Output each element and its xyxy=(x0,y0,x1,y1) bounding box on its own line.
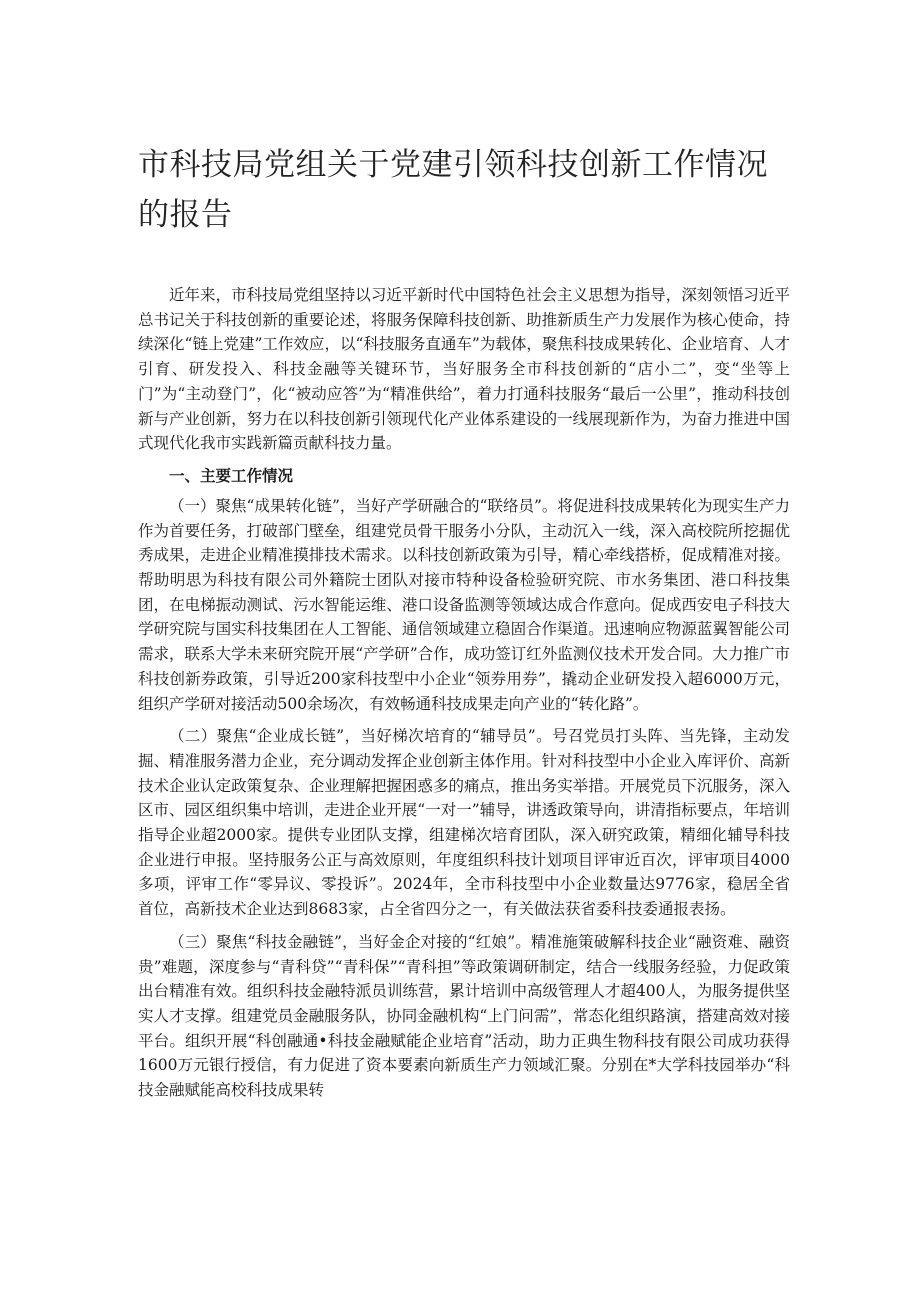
intro-paragraph: 近年来，市科技局党组坚持以习近平新时代中国特色社会主义思想为指导，深刻领悟习近平总书记关于科技创新的重要论述，将服务保障科技创新、助推新质生产力发展作为核心使命，持续深化“链上党建”工作效应，以“科技服务直通车”为载体，聚焦科技成果转化、企业培育、人才引育、研发投入、科技金融等关键环节，当好服务全市科技创新的“店小二”，变“坐等上门”为“主动登门”，化“被动应答”为“精准供给”，着力打通科技服务“最后一公里”，推动科技创新与产业创新，努力在以科技创新引领现代化产业体系建设的一线展现新作为，为奋力推进中国式现代化我市实践新篇贡献科技力量。 xyxy=(138,286,790,453)
section-heading: 一、主要工作情况 xyxy=(169,466,294,485)
body-paragraph-3: （三）聚焦“科技金融链”，当好金企对接的“红娘”。精准施策破解科技企业“融资难、融资贵”难题，深度参与“青科贷”“青科保”“青科担”等政策调研制定，结合一线服务经验，力促政策出台精准有效。组织科技金融特派员训练营，累计培训中高级管理人才超400人，为服务提供坚实人才支撑。组建党员金融服务队，协同金融机构“上门问需”，常态化组织路演，搭建高效对接平台。组织开展“科创融通•科技金融赋能企业培育”活动，助力正典生物科技有限公司成功获得1600万元银行授信，有力促进了资本要素向新质生产力领域汇聚。分别在*大学科技园举办“科技金融赋能高校科技成果转 xyxy=(138,932,790,1100)
document-title: 市科技局党组关于党建引领科技创新工作情况的报告 xyxy=(138,147,768,233)
document-body xyxy=(138,283,790,1111)
body-paragraph-1: （一）聚焦“成果转化链”，当好产学研融合的“联络员”。将促进科技成果转化为现实生产力作为首要任务，打破部门壁垒，组建党员骨干服务小分队，主动沉入一线，深入高校院所挖掘优秀成果，走进企业精准摸排技术需求。以科技创新政策为引导，精心牵线搭桥，促成精准对接。帮助明思为科技有限公司外籍院士团队对接市特种设备检验研究院、市水务集团、港口科技集团，在电梯振动测试、污水智能运维、港口设备监测等领域达成合作意向。促成西安电子科技大学研究院与国实科技集团在人工智能、通信领域建立稳固合作渠道。迅速响应物源蓝翼智能公司需求，联系大学未来研究院开展“产学研”合作，成功签订红外监测仪技术开发合同。大力推广市科技创新券政策，引导近200家科技型中小企业“领券用券”，撬动企业研发投入超6000万元，组织产学研对接活动500余场次，有效畅通科技成果走向产业的“转化路”。 xyxy=(138,496,790,713)
body-paragraph-2: （二）聚焦“企业成长链”，当好梯次培育的“辅导员”。号召党员打头阵、当先锋，主动发掘、精准服务潜力企业，充分调动发挥企业创新主体作用。针对科技型中小企业入库评价、高新技术企业认定政策复杂、企业理解把握困惑多的痛点，推出务实举措。开展党员下沉服务，深入区市、园区组织集中培训，走进企业开展“一对一”辅导，讲透政策导向，讲清指标要点，年培训指导企业超2000家。提供专业团队支撑，组建梯次培育团队，深入研究政策，精细化辅导科技企业进行申报。坚持服务公正与高效原则，年度组织科技计划项目评审近百次，评审项目4000多项，评审工作“零异议、零投诉”。2024年，全市科技型中小企业数量达9776家，稳居全省首位，高新技术企业达到8683家，占全省四分之一，有关做法获省委科技委通报表扬。 xyxy=(138,727,790,919)
